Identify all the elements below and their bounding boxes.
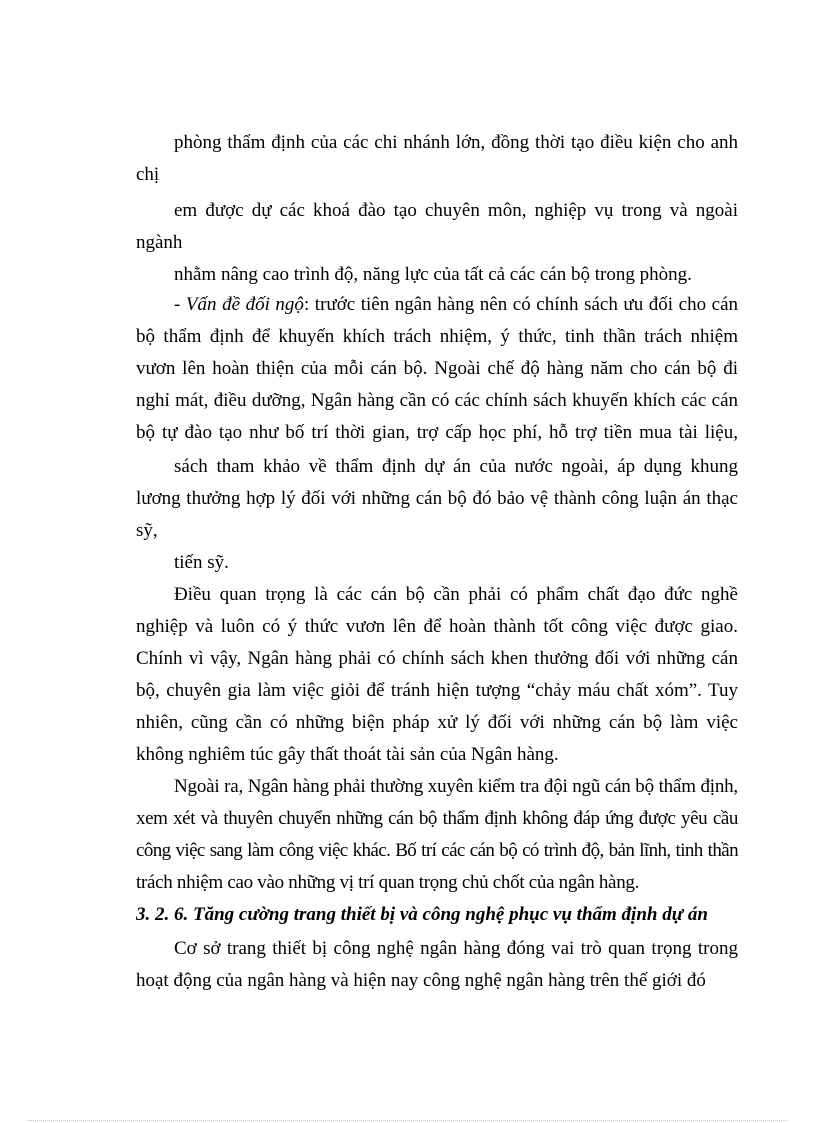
body-text-line: xem xét và thuyên chuyển những cán bộ thẩm định không đáp ứng được yêu cầu [136,808,738,829]
body-text-line: Chính vì vậy, Ngân hàng phải có chính sách khen thưởng đối với những cán [136,648,738,669]
body-text-line: không nghiêm túc gây thất thoát tài sản của Ngân hàng. [136,744,559,765]
page-bottom-divider [28,1120,788,1121]
body-text-line: vươn lên hoàn thiện của mỗi cán bộ. Ngoài chế độ hàng năm cho cán bộ đi [136,358,738,379]
body-text-line: bộ tự đào tạo như bố trí thời gian, trợ cấp học phí, hỗ trợ tiền mua tài liệu, [136,422,738,443]
body-text-line: bộ, chuyên gia làm việc giỏi để tránh hiện tượng “chảy máu chất xóm”. Tuy [136,680,738,701]
body-text-line: lương thưởng hợp lý đối với những cán bộ đó bảo vệ thành công luận án thạc [136,488,738,509]
body-text-line: nghỉ mát, điều dưỡng, Ngân hàng cần có các chính sách khuyến khích các cán [136,390,738,411]
body-text-line: nhiên, cũng cần có những biện pháp xử lý đối với những cán bộ làm việc [136,712,738,733]
italic-term: Vấn đề đối ngộ [185,294,304,315]
body-text: : trước tiên ngân hàng nên có chính sách ưu đối cho cán [303,294,739,315]
body-text-line: phòng thẩm định của các chi nhánh lớn, đồng thời tạo điều kiện cho anh [174,132,738,153]
section-heading: 3. 2. 6. Tăng cường trang thiết bị và công nghệ phục vụ thẩm định dự án [136,904,708,925]
body-text-line: Điều quan trọng là các cán bộ cần phải có phẩm chất đạo đức nghề [174,584,738,605]
body-text-line: sách tham khảo về thẩm định dự án của nước ngoài, áp dụng khung [174,456,738,477]
policy-paragraph-first-line [174,294,738,316]
body-text-line: ngành [136,232,183,253]
body-text-line: em được dự các khoá đào tạo chuyên môn, nghiệp vụ trong và ngoài [174,200,738,221]
body-text-line: nghiệp và luôn có ý thức vươn lên để hoàn thành tốt công việc được giao. [136,616,738,637]
body-text-line: tiến sỹ. [174,552,229,573]
body-text-line: trách nhiệm cao vào những vị trí quan trọng chủ chốt của ngân hàng. [136,872,640,893]
body-text-line: bộ thẩm định để khuyến khích trách nhiệm, ý thức, tinh thần trách nhiệm [136,326,738,347]
body-text-line: sỹ, [136,520,158,541]
body-text-line: hoạt động của ngân hàng và hiện nay công nghệ ngân hàng trên thế giới đó [136,970,706,991]
body-text-line: Cơ sở trang thiết bị công nghệ ngân hàng đóng vai trò quan trọng trong [174,938,738,959]
body-text-line: công việc sang làm công việc khác. Bố trí các cán bộ có trình độ, bản lĩnh, tinh thần [136,840,738,861]
body-text-line: nhằm nâng cao trình độ, năng lực của tất cả các cán bộ trong phòng. [174,264,692,285]
body-text-line: Ngoài ra, Ngân hàng phải thường xuyên kiểm tra đội ngũ cán bộ thẩm định, [174,776,738,797]
body-text-line: chị [136,164,160,185]
dash: - [174,294,186,315]
